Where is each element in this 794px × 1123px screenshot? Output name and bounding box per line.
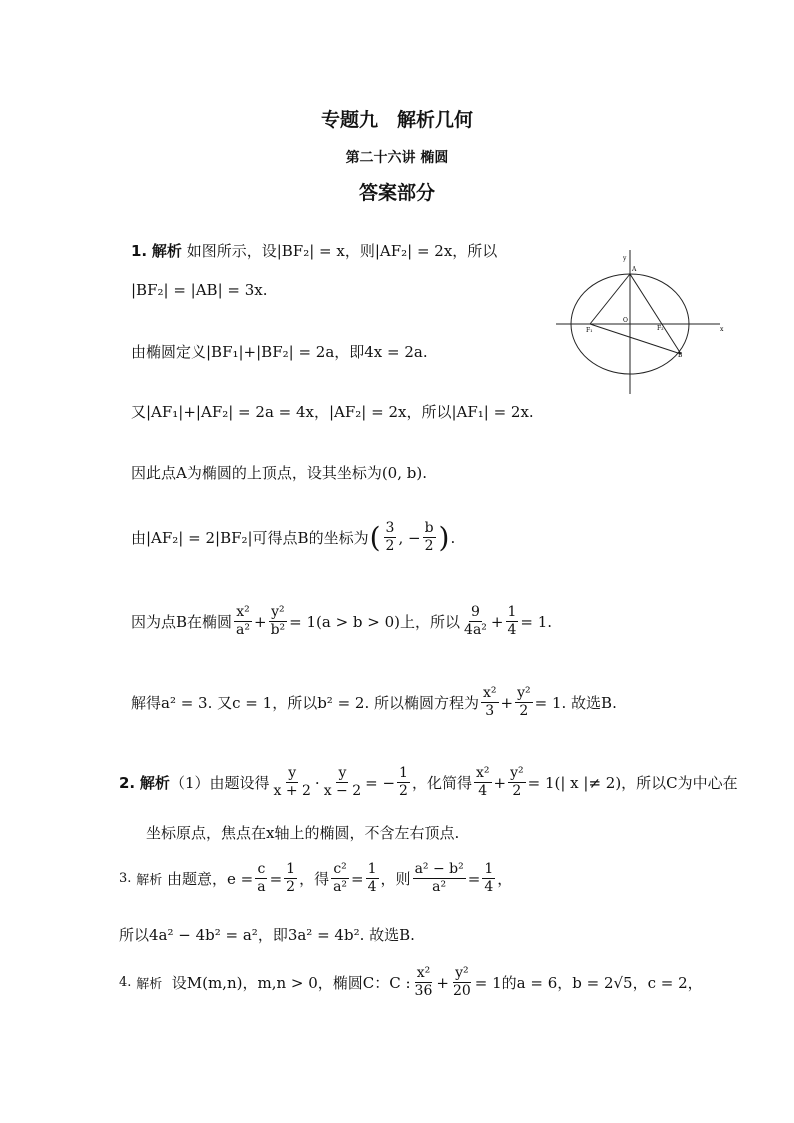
- q1-line-7-end: = 1.: [520, 612, 553, 631]
- fraction: [451, 965, 473, 1000]
- q1-label: 解析: [151, 242, 182, 260]
- frac-den: 4: [507, 622, 517, 638]
- q2-text-b: ，化简得: [411, 774, 472, 792]
- q1-line-8-end: = 1. 故选B.: [534, 694, 617, 712]
- q1-text-1: 如图所示，设|BF₂| = x，则|AF₂| = 2x，所以: [186, 242, 498, 260]
- q1-number: 1.: [131, 241, 148, 260]
- point-b-label: B: [678, 352, 683, 359]
- frac-num: 3: [385, 520, 395, 536]
- fraction: [413, 965, 435, 1000]
- q2-number: 2.: [119, 773, 136, 792]
- frac-num: x²: [236, 604, 250, 620]
- fraction: [481, 685, 499, 720]
- frac-den: 4: [367, 879, 377, 895]
- frac-num: c: [257, 861, 266, 877]
- fraction: [322, 765, 363, 800]
- frac-den: 2: [286, 879, 296, 895]
- frac-den: 36: [414, 983, 433, 999]
- lecture-title: 第二十六讲 椭圆: [345, 150, 449, 166]
- frac-den: 2: [512, 783, 522, 799]
- frac-den: 2: [424, 538, 434, 554]
- section-title: 答案部分: [358, 182, 435, 204]
- q1-line-4: 又|AF₁|+|AF₂| = 2a = 4x，|AF₂| = 2x，所以|AF₁| = 2x.: [131, 403, 534, 421]
- fraction: [413, 861, 466, 896]
- frac-num: c²: [333, 861, 347, 877]
- frac-num: x²: [483, 685, 497, 701]
- q4-text-b: = 1的a = 6，b = 2√5，c = 2，: [474, 974, 703, 992]
- q3-text-b: ，得: [299, 870, 330, 888]
- frac-den: 4: [484, 879, 494, 895]
- q3-text-a: 由题意，e =: [166, 870, 254, 888]
- fraction: [423, 520, 436, 555]
- period: .: [450, 528, 456, 547]
- q3-label: 解析: [136, 873, 163, 888]
- frac-den: x + 2: [273, 783, 311, 799]
- frac-num: y: [288, 765, 297, 781]
- frac-den: 2: [519, 703, 529, 719]
- frac-den: 20: [452, 983, 471, 999]
- point-a-label: A: [632, 266, 637, 273]
- equals: = −: [365, 773, 396, 792]
- fraction: [397, 765, 410, 800]
- frac-num: 1: [507, 604, 517, 620]
- equals: =: [467, 869, 481, 888]
- plus: +: [493, 773, 507, 792]
- paren-close: ): [438, 520, 450, 554]
- q4-line-1: [119, 965, 703, 1000]
- plus: +: [500, 693, 514, 712]
- fraction: [482, 861, 495, 896]
- plus: +: [490, 612, 504, 631]
- q1-line-3: 由椭圆定义|BF₁|+|BF₂| = 2a，即4x = 2a.: [131, 343, 428, 361]
- q1-line-2: |BF₂| = |AB| = 3x.: [131, 281, 268, 299]
- q2-line-1: [119, 765, 738, 800]
- frac-num: b: [424, 520, 434, 536]
- paren-open: (: [369, 520, 381, 554]
- plus: +: [254, 612, 267, 631]
- q4-label: 解析: [136, 977, 163, 992]
- q3-line-1: [119, 861, 512, 896]
- q3-text-d: ，: [497, 870, 513, 888]
- frac-den: 4a²: [464, 622, 487, 638]
- frac-den: a: [257, 879, 266, 895]
- fraction: [508, 765, 526, 800]
- frac-num: y²: [510, 765, 524, 781]
- fraction: [506, 604, 519, 639]
- frac-num: 1: [484, 861, 494, 877]
- fraction: [474, 765, 492, 800]
- frac-den: x − 2: [323, 783, 362, 799]
- q1-line-6-text: 由|AF₂| = 2|BF₂|可得点B的坐标为: [131, 529, 369, 547]
- frac-den: 4: [478, 783, 488, 799]
- fraction: [515, 685, 533, 720]
- q4-number: 4.: [119, 975, 132, 990]
- focus-f2-label: F₂: [657, 325, 664, 332]
- frac-den: 2: [385, 538, 395, 554]
- q1-line-5: 因此点A为椭圆的上顶点，设其坐标为(0, b).: [131, 464, 427, 482]
- q2-label: 解析: [139, 774, 170, 792]
- fraction: [255, 861, 267, 896]
- q4-text-a: 设M(m,n)，m,n > 0，椭圆C：C :: [171, 974, 411, 992]
- q1-line-1: [131, 240, 497, 261]
- q2-text-c: = 1(| x |≠ 2)，所以C为中心在: [527, 774, 738, 792]
- q1-line-7-mid: = 1(a > b > 0)上，所以: [289, 613, 461, 631]
- frac-num: 9: [471, 604, 480, 620]
- separator: , −: [398, 528, 421, 547]
- frac-num: 1: [399, 765, 408, 781]
- q3-text-c: ，则: [380, 870, 411, 888]
- frac-den: b²: [270, 622, 286, 638]
- plus: +: [436, 973, 449, 992]
- focus-f1-label: F₁: [586, 327, 593, 334]
- frac-num: a² − b²: [414, 861, 464, 877]
- frac-num: x²: [475, 765, 490, 781]
- line-F1-B: [590, 324, 681, 354]
- frac-den: 3: [485, 703, 495, 719]
- frac-num: y²: [517, 685, 531, 701]
- line-A-B: [630, 274, 681, 354]
- ellipse-figure: [552, 244, 728, 396]
- frac-den: a²: [432, 879, 447, 895]
- frac-den: a²: [333, 879, 348, 895]
- q1-line-7-text: 因为点B在椭圆: [131, 613, 233, 631]
- frac-num: x²: [416, 965, 431, 981]
- q3-line-2: 所以4a² − 4b² = a²，即3a² = 4b². 故选B.: [119, 926, 415, 944]
- equals: =: [351, 869, 364, 888]
- q1-line-7: [131, 604, 552, 639]
- frac-den: 2: [399, 783, 408, 799]
- fraction: [284, 861, 297, 896]
- equals: =: [269, 869, 283, 888]
- q2-text-a: （1）由题设得: [169, 774, 270, 792]
- q3-number: 3.: [119, 871, 132, 886]
- fraction: [271, 765, 312, 800]
- origin-label: O: [623, 317, 628, 324]
- axis-x-label: x: [720, 326, 724, 333]
- q1-line-8: [131, 685, 617, 720]
- fraction: [366, 861, 379, 896]
- fraction: [331, 861, 349, 896]
- frac-num: y²: [455, 965, 469, 981]
- q1-line-8-text: 解得a² = 3. 又c = 1，所以b² = 2. 所以椭圆方程为: [131, 694, 479, 712]
- fraction: [384, 520, 397, 555]
- axis-y-label: y: [623, 255, 627, 262]
- frac-num: 1: [286, 861, 296, 877]
- frac-num: y²: [271, 604, 285, 620]
- page-title: 专题九 解析几何: [320, 109, 473, 131]
- fraction: [269, 604, 288, 639]
- dot: ·: [314, 773, 320, 792]
- fraction: [234, 604, 252, 639]
- fraction: [462, 604, 489, 639]
- frac-num: 1: [367, 861, 377, 877]
- q2-line-2: 坐标原点，焦点在x轴上的椭圆，不含左右顶点.: [146, 824, 460, 842]
- frac-num: y: [338, 765, 347, 781]
- frac-den: a²: [236, 622, 250, 638]
- q1-line-6: [131, 520, 455, 555]
